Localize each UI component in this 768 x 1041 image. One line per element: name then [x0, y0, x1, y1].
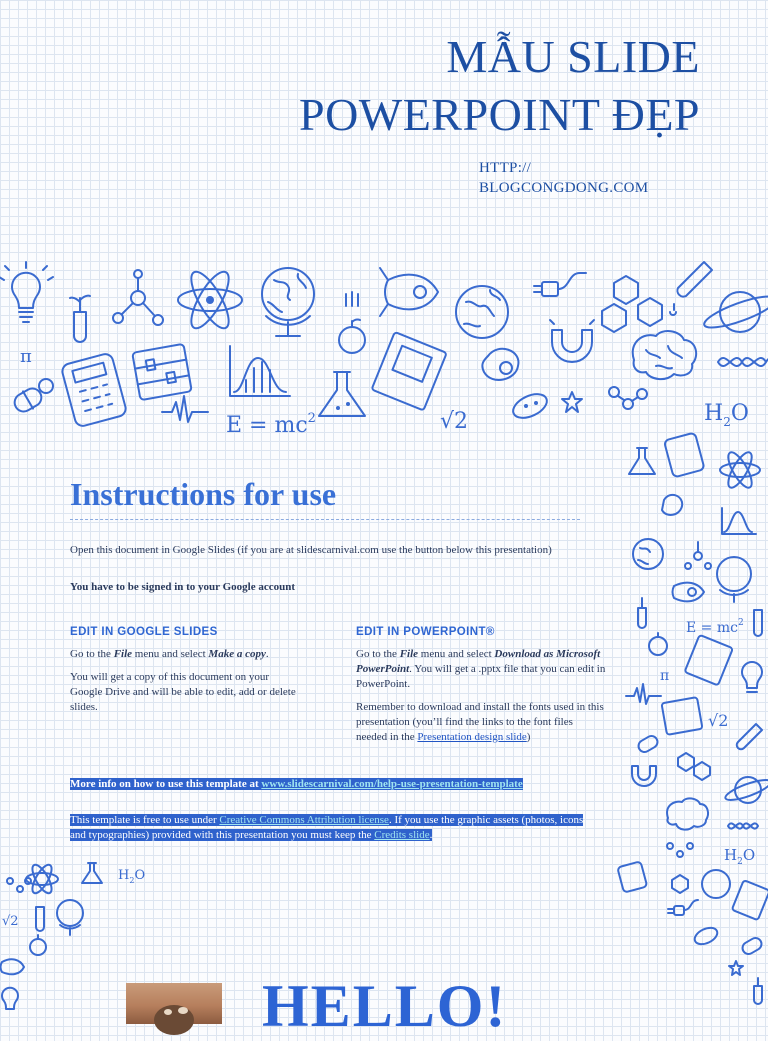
side-doodle-column	[620, 440, 768, 1024]
formula-emc2: $E = mc^2$	[226, 411, 316, 438]
science-doodle-band	[0, 250, 768, 440]
google-slides-heading: EDIT IN GOOGLE SLIDES	[70, 626, 218, 638]
slide-photo	[126, 983, 222, 1024]
globe-icon	[717, 557, 751, 602]
apple-icon	[649, 633, 667, 655]
powerpoint-heading: EDIT IN POWERPOINT®	[356, 626, 495, 638]
rocket-icon	[673, 583, 705, 602]
signed-in-note: You have to be signed in to your Google account	[70, 581, 296, 593]
sqrt-symbol: √2	[2, 914, 19, 929]
google-slides-step-2: You will get a copy of this document on your Google Drive and will be able to edit, add or delete slides.	[70, 671, 296, 713]
atom-icon	[720, 449, 760, 491]
molecule-icon	[667, 843, 693, 857]
more-info-line: More info on how to use this template at www.slidescarnival.com/help-use-presentation-template	[70, 778, 523, 790]
brain-icon	[633, 331, 696, 379]
water-formula: $H_2O$	[724, 846, 756, 867]
rocket-icon	[1, 959, 25, 974]
brain-icon	[667, 798, 708, 829]
title-line-1: MẪU SLIDE	[446, 31, 700, 82]
heartbeat-line	[626, 684, 661, 704]
flask-icon	[319, 372, 365, 416]
abacus-icon	[132, 344, 192, 400]
chart-icon	[722, 508, 756, 534]
dna-icon	[728, 823, 758, 828]
plug-icon	[534, 273, 586, 296]
plug-icon	[668, 900, 698, 915]
molecule-icon	[602, 276, 662, 332]
pill-icon	[740, 936, 763, 956]
test-tube-icon	[670, 262, 712, 315]
bacteria-icon	[509, 389, 550, 422]
bottom-doodle-cluster	[0, 855, 146, 1024]
title-line-2: POWERPOINT ĐẸP	[298, 89, 700, 140]
book-icon	[685, 635, 733, 686]
dna-icon	[718, 358, 768, 366]
molecule-icon	[672, 875, 688, 893]
heartbeat-line	[162, 396, 208, 422]
molecule-icon	[678, 753, 710, 780]
test-tube-icon	[754, 610, 762, 636]
instructions-title: Instructions for use	[70, 476, 337, 512]
creative-commons-link[interactable]: Creative Commons Attribution license	[219, 814, 389, 826]
intro-paragraph: Open this document in Google Slides (if you are at slidescarnival.com use the button below this presentation)	[70, 544, 552, 556]
bacteria-icon	[692, 925, 720, 948]
lightbulb-icon	[742, 662, 762, 692]
lightbulb-icon	[2, 988, 18, 1009]
globe-icon	[456, 286, 508, 338]
pi-symbol: π	[20, 346, 32, 367]
planet-icon	[723, 776, 768, 804]
title-divider	[70, 519, 580, 520]
rocket-icon	[380, 268, 438, 316]
book-icon	[372, 332, 447, 410]
globe-icon	[633, 539, 663, 569]
molecule-icon	[609, 387, 647, 409]
apple-icon	[339, 292, 365, 353]
powerpoint-step-1: Go to the File menu and select Download as Microsoft PowerPoint. You will get a .pptx file that you can edit in PowerPoint.	[356, 648, 606, 690]
book-icon	[732, 880, 768, 920]
formula-emc2: $E = mc^2$	[686, 618, 744, 636]
atom-icon	[178, 267, 242, 333]
source-url[interactable]	[479, 158, 648, 198]
molecule-icon	[113, 270, 163, 325]
powerpoint-step-2: Remember to download and install the fonts used in this presentation (you’ll find the links to the font files needed in the Presentation design slide)	[356, 701, 604, 743]
flask-icon	[629, 448, 655, 474]
magnet-icon	[550, 320, 594, 362]
presentation-design-link[interactable]: Presentation design slide	[417, 731, 527, 743]
calculator-icon	[664, 432, 705, 477]
sprout-icon	[754, 978, 762, 1004]
apple-icon	[30, 935, 46, 955]
molecule-icon	[685, 542, 711, 569]
pi-symbol: π	[660, 668, 670, 684]
planet-icon	[701, 291, 768, 334]
globe-icon	[57, 900, 83, 935]
url-line-2: BLOGCONGDONG.COM	[479, 180, 649, 196]
lightbulb-icon	[0, 262, 53, 322]
sprout-icon	[638, 598, 646, 628]
magnet-icon	[632, 766, 656, 786]
water-formula: $H_2O$	[118, 868, 146, 885]
slide-title	[299, 28, 700, 144]
star-icon	[729, 961, 743, 975]
flask-icon	[82, 863, 102, 883]
globe-icon	[702, 870, 730, 898]
url-line-1: HTTP://	[479, 160, 532, 176]
credits-slide-link[interactable]: Credits slide	[374, 829, 430, 841]
pill-icon	[636, 734, 659, 754]
pill-icon	[11, 379, 53, 415]
help-template-link[interactable]: www.slidescarnival.com/help-use-presentation-template	[261, 778, 523, 790]
sqrt-symbol: √2	[440, 409, 469, 434]
bacteria-icon	[662, 495, 682, 515]
sprout-icon	[70, 296, 90, 342]
water-formula: $H_2O$	[704, 401, 749, 429]
chart-icon	[230, 346, 290, 396]
test-tube-icon	[36, 907, 44, 931]
bacteria-icon	[482, 349, 518, 380]
google-slides-step-1: Go to the File menu and select Make a copy.	[70, 648, 269, 660]
star-icon	[562, 392, 582, 412]
hello-heading: HELLO!	[262, 973, 508, 1039]
calculator-icon	[617, 861, 647, 892]
license-paragraph: This template is free to use under Creative Commons Attribution license. If you use the graphic assets (photos, icons and typographies) provided with this presentation you must keep the Credits slide.	[70, 814, 584, 841]
globe-icon	[262, 268, 314, 336]
molecule-icon	[7, 878, 31, 892]
sqrt-symbol: √2	[708, 711, 729, 730]
calculator-icon	[61, 352, 128, 427]
test-tube-icon	[737, 724, 762, 749]
abacus-icon	[661, 697, 702, 735]
